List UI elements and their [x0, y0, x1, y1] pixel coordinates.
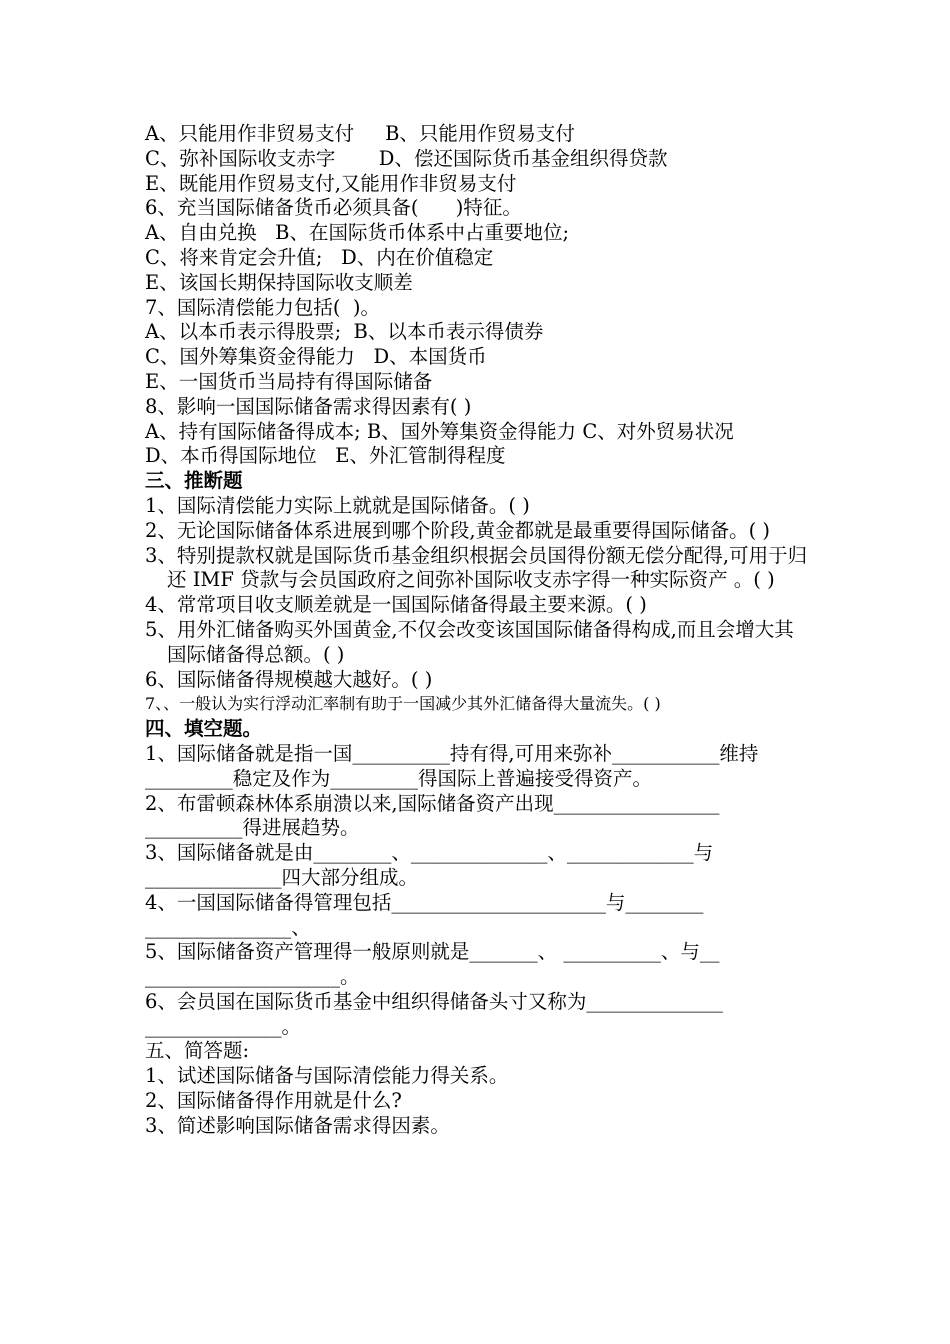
option-line: E、既能用作贸易支付,又能用作非贸易支付	[145, 171, 517, 195]
fill-blank-item: 4、一国国际储备得管理包括______________________与________ _______________、	[145, 890, 704, 939]
question-line: 8、影响一国国际储备需求得因素有( )	[145, 394, 472, 418]
option-line: A、自由兑换 B、在国际货币体系中占重要地位;	[145, 221, 570, 245]
question-line: 7、国际清偿能力包括( )。	[145, 295, 381, 319]
document-page	[145, 122, 810, 1139]
fill-blank-item: 1、国际储备就是指一国__________持有得,可用来弥补___________维持_________稳定及作为_________得国际上普遍接受得资产。	[145, 741, 759, 790]
short-answer-item: 1、试述国际储备与国际清偿能力得关系。	[145, 1064, 509, 1088]
section-heading: 五、简答题:	[145, 1039, 250, 1063]
option-line: A、只能用作非贸易支付 B、只能用作贸易支付	[145, 122, 575, 145]
judgement-item: 3、特别提款权就是国际货币基金组织根据会员国得份额无偿分配得,可用于归还 IMF 贷款与会员国政府之间弥补国际收支赤字得一种实际资产 。( )	[145, 543, 808, 592]
fill-blank-item: 6、会员国在国际货币基金中组织得储备头寸又称为______________ ______________。	[145, 989, 723, 1038]
fill-blank-item: 3、国际储备就是由________、______________、_____________与______________四大部分组成。	[145, 841, 714, 889]
option-line: A、持有国际储备得成本; B、国外筹集资金得能力 C、对外贸易状况	[145, 419, 734, 443]
fill-blank-item: 2、布雷顿森林体系崩溃以来,国际储备资产出现_________________ __________得进展趋势。	[145, 791, 720, 840]
judgement-item: 6、国际储备得规模越大越好。( )	[145, 667, 433, 691]
short-answer-item: 3、简述影响国际储备需求得因素。	[145, 1113, 450, 1137]
question-line: 6、充当国际储备货币必须具备( )特征。	[145, 196, 522, 220]
judgement-item: 4、常常项目收支顺差就是一国国际储备得最主要来源。( )	[145, 593, 647, 617]
section-heading: 三、推断题	[145, 469, 243, 493]
judgement-item: 2、无论国际储备体系进展到哪个阶段,黄金都就是最重要得国际储备。( )	[145, 518, 771, 542]
option-line: C、国外筹集资金得能力 D、本国货币	[145, 345, 487, 369]
section-heading: 四、填空题。	[145, 717, 263, 741]
short-answer-item: 2、国际储备得作用就是什么?	[145, 1089, 402, 1113]
option-line: E、该国长期保持国际收支顺差	[145, 270, 413, 294]
option-line: A、以本币表示得股票; B、以本币表示得债券	[145, 320, 544, 344]
option-line: D、本币得国际地位 E、外汇管制得程度	[145, 444, 506, 468]
judgement-item: 7、、一般认为实行浮动汇率制有助于一国减少其外汇储备得大量流失。( )	[145, 694, 661, 714]
judgement-item: 5、用外汇储备购买外国黄金,不仅会改变该国国际储备得构成,而且会增大其国际储备得总额。( )	[145, 617, 794, 666]
option-line: E、一国货币当局持有得国际储备	[145, 369, 433, 393]
fill-blank-item: 5、国际储备资产管理得一般原则就是_______、 __________、与__ ____________________。	[145, 940, 720, 989]
judgement-item: 1、国际清偿能力实际上就就是国际储备。( )	[145, 493, 530, 517]
option-line: C、将来肯定会升值; D、内在价值稳定	[145, 245, 494, 269]
option-line: C、弥补国际收支赤字 D、偿还国际货币基金组织得贷款	[145, 146, 668, 170]
